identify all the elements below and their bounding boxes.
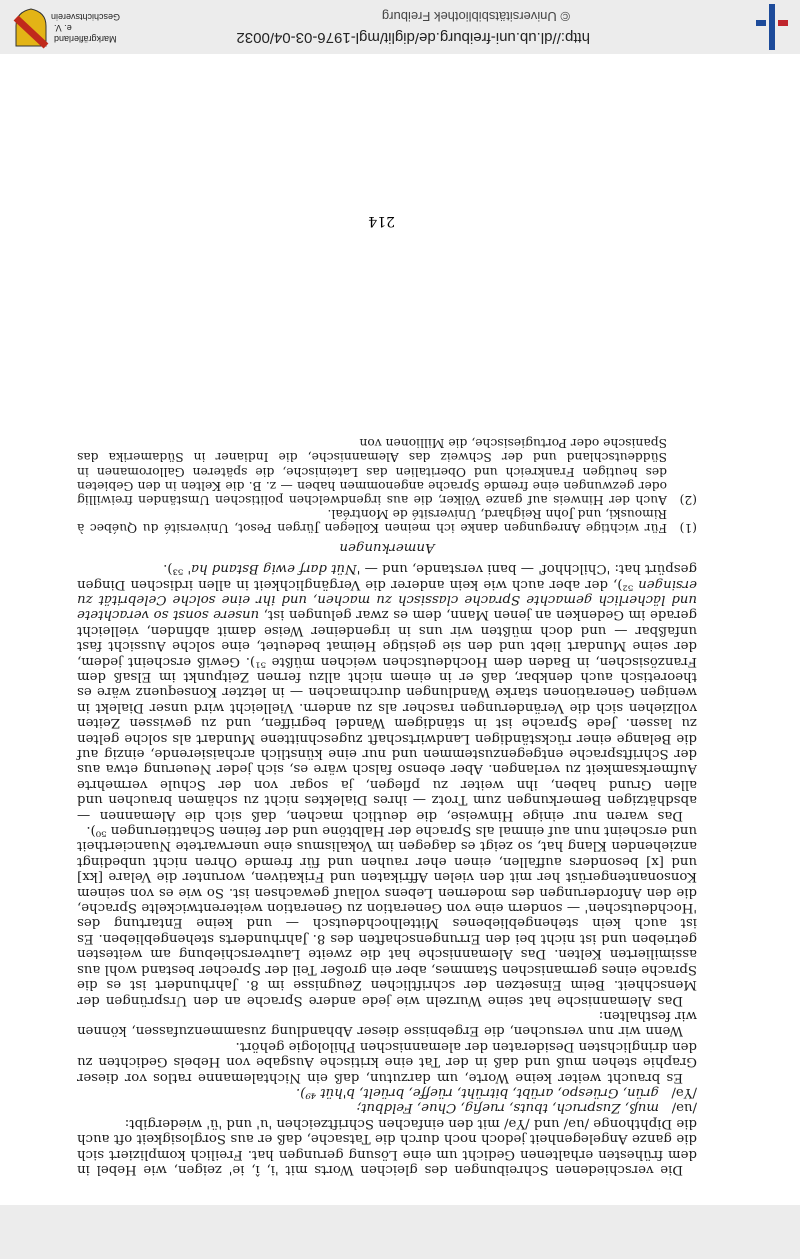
footnote-number: (2) <box>679 492 697 507</box>
university-logo-icon <box>752 4 792 50</box>
verse-label: /uә/ <box>671 1100 697 1116</box>
footnote <box>77 436 697 507</box>
text-run: ⁵²), der aber auch wie kein anderer die Vergänglichkeit in allen irdischen Dingen gespürt hat: 'Chilchhof' — bani verstande, und — <box>77 561 697 592</box>
society-name <box>50 11 120 44</box>
source-url[interactable]: http://dl.ub.uni-freiburg.de/diglit/mgl-1976-03-04/0032 <box>236 29 590 46</box>
notes-heading: Anmerkungen <box>339 539 435 555</box>
verse-text: muß, Zuspruch, tbuts, ruefig, Chue, Feldbut; <box>356 1100 659 1116</box>
body-text <box>77 436 697 1177</box>
paragraph-conclusion <box>77 561 697 823</box>
footnote-text: Auch der Hinweis auf ganze Völker, die aus irgendwelchen politischen Umständen freiwillig oder gezwungen eine fremde Sprache angenommen haben — z. B. die Kelten in den Gebieten des heutigen Frankreich und Oberitalien das Lateinische, die späteren Galloromanen in Süddeutschland und der Schweiz das Alemannische, die Indianer in Südamerika das Spanische oder Portugiesische, die Millionen von <box>77 436 667 507</box>
society-logo-icon <box>14 8 48 48</box>
italic-quote: unsere sonst so verachtete und lächerlich gemachte Sprache classisch zu machen, und ihr eine solche Celebrität zu ersingen <box>77 576 697 623</box>
source-library: © Universitätsbibliothek Freiburg <box>381 9 570 24</box>
notes-list <box>77 436 697 535</box>
verse-label: /Yә/ <box>671 1084 697 1100</box>
paragraph-alemannisch-roots: Das Alemannische hat seine Wurzeln wie jede andere Sprache an den Ursprüngen der Menschheit. Beim Einsetzen der schriftlichen Zeugnisse im 8. Jahrhundert ist es die Sprache eines germanischen Stammes, aber ein großer Teil der Sprecher bestand wohl aus assimilierten Kelten. Das Alemannische hat die zweite Lautverschiebung am weitesten getrieben und ist nicht bei den Errungenschaften des 8. Jahrhunderts stehengeblieben. Es ist auch kein stehengebliebenes Mittelhochdeutsch — und keine Entartung des 'Hochdeutschen' — sondern eine von Generation zu Generation weiterentwickelte Sprache, die den Anforderungen des modernen Lebens vollauf gewachsen ist. So wie es von seinem Konsonantengerüst her mit den vielen Affrikaten und Frikativen, worunter die Velare [kx] und [x] besonders auffallen, einen eher rauhen und für fremde Ohren nicht unbedingt anziehenden Klang hat, so zeigt es dagegen im Vokalismus eine unerwartete Nuanciertheit und erscheint nun auf einmal als Sprache der Halbtöne und der feinen Schattierungen ⁵⁰). <box>77 823 697 1008</box>
verse-text: grün, Grüespo, arübt, bitrüht, rüeffe, brüelt, b'hüt ⁴⁹). <box>295 1084 659 1100</box>
paragraph-summary-intro: Wenn wir nun versuchen, die Ergebnisse dieser Abhandlung zusammenzufassen, können wir festhalten: <box>77 1007 697 1039</box>
footnote-text: Für wichtige Anregungen danke ich meinen Kollegen Jürgen Pesot, Université du Québec à Rimouski, und John Reighard, Université de Montréal. <box>77 507 667 536</box>
text-run: ⁵³). <box>163 561 188 577</box>
paragraph-graphie: Es braucht weiter keine Worte, um darzutun, daß ein Nichtalemanne ratlos vor dieser Graphie stehen muß und daß in der Tat eine kritische Ausgabe von Hebels Gedichten zu den dringlichsten Desideraten der alemannischen Philologie gehört. <box>77 1038 697 1085</box>
footnote <box>77 507 697 535</box>
verse-row <box>77 1100 697 1115</box>
society-line: Geschichtsverein <box>50 12 120 22</box>
page-number: 214 <box>368 213 395 229</box>
source-bar <box>0 0 800 54</box>
verse-examples <box>77 1085 697 1116</box>
society-line: Markgräflerland e. V. <box>54 23 117 44</box>
paragraph-hebel-spellings: Die verschiedenen Schreibungen des gleichen Worts mit 'i, î, ie' zeigen, wie Hebel in dem frühesten erhaltenen Gedicht um eine Lösung gerungen hat. Freilich kompliziert sich die ganze Angelegenheit jedoch noch durch die Tatsache, daß er aus Sorglosigkeit oft auch die Diphthonge /uә/ und /Yә/ mit den einfachen Schriftzeichen 'u' und 'ü' wiedergibt: <box>77 1115 697 1177</box>
footnote-number: (1) <box>679 521 697 536</box>
header-bar <box>0 1205 800 1259</box>
verse-row <box>77 1085 697 1100</box>
text-run: Das waren nur einige Hinweise, die deutlich machen, daß sich die Alemannen — absdhätzigen Bemerkungen zum Trotz — ihres Dialektes nicht zu schämen brauchen und allen Grund haben, ihn weiter zu pflegen, ja sogar von der Schule vermehrte Aufmerksamkeit zu verlangen. Aber ebenso falsch wäre es, sich jeder Neuerung etwa aus der Schriftsprache entgegenzustemmen und nur eine künstlich archaisierende, einzig auf die Belange einer rückständigen Landwirtschaft zugeschnittene Mundart als solche gelten zu lassen. Jede Sprache ist in ständigem Wandel begriffen, und zu gewissen Zeiten vollziehen sich die Veränderungen rascher als zu andern. Vielleicht wird unser Dialekt in wenigen Generationen starke Wandlungen durchmachen — in letzter Konsequenz wäre es theoretisch auch denkbar, daß er in einem nicht allzu fernen Zeitpunkt im Elsaß dem Französischen, in Baden dem Hochdeutschen weichen müßte ⁵¹). Gewiß erscheint jedem, der seine Mundart liebt und den sie geistige Heimat bedeutet, eine solche Aussicht fast unfaßbar — und doch müßten wir uns in irgendeiner Weise damit abfinden, vielleicht gerade im Gedenken an jenen Mann, dem es zwar gelungen ist, <box>77 607 697 823</box>
italic-quote: 'Nüt darf ewig Bstand ha' <box>187 561 361 577</box>
